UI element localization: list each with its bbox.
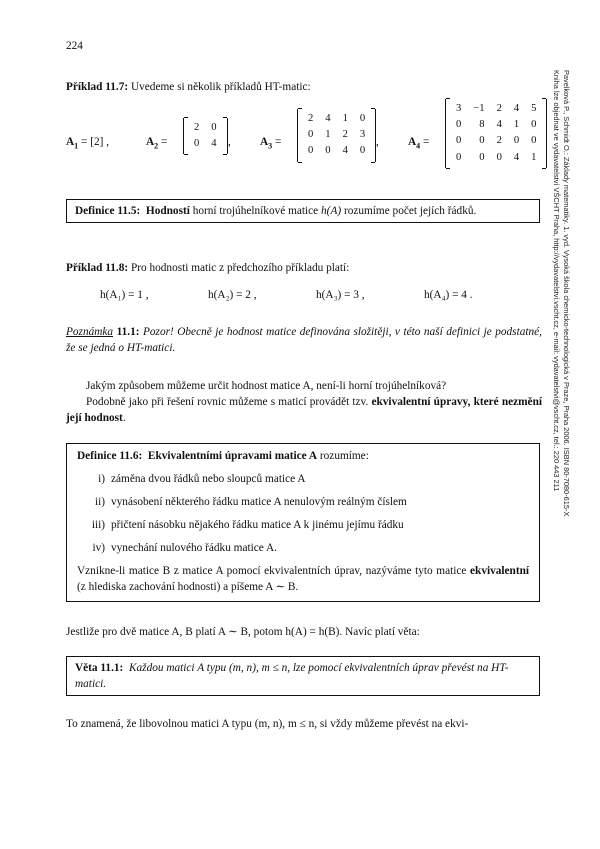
matrix-cell: 4 <box>325 113 331 124</box>
definition-11-6-box <box>66 443 540 602</box>
paragraph-question: Jakým způsobem můžeme určit hodnost matice A, není-li horní trojúhelníková? <box>86 380 447 392</box>
rank-value: h(A₄) = 4 . <box>424 289 473 301</box>
paragraph-conclusion: To znamená, že libovolnou matici A typu (m, n), m ≤ n, si vždy můžeme převést na ekvi- <box>66 718 469 730</box>
matrix-cell: 0 <box>456 119 462 131</box>
matrix-cell: 0 <box>479 135 485 147</box>
matrix-cell: 0 <box>496 151 502 163</box>
matrix-cell: 0 <box>456 151 462 163</box>
list-item: iv) vynechání nulového řádku matice A. <box>92 542 277 555</box>
matrix-cell: 0 <box>456 135 462 147</box>
matrix-cell: 0 <box>513 135 520 147</box>
definition-label: Definice 11.6: <box>77 450 143 462</box>
definition-closing: Vznikne-li matice B z matice A pomocí ekvivalentních úprav, nazýváme tyto matice ekvivalentní (z hlediska zachování hodnosti) a píšeme A ∼ B. <box>77 565 530 594</box>
matrix-cell: 0 <box>531 135 537 147</box>
definition-text-end: rozumíme počet jejích řádků. <box>343 205 477 217</box>
matrix-cell: −1 <box>473 103 485 114</box>
rank-value: h(A₂) = 2 , <box>208 289 257 301</box>
example-label: Příklad 11.8: <box>66 262 129 274</box>
matrix-cell: 0 <box>308 129 314 141</box>
theorem-11-1-box <box>66 656 540 696</box>
note-number: 11.1: <box>116 326 140 338</box>
matrix-cell: 1 <box>325 129 331 141</box>
paragraph-equivalence: Jestliže pro dvě matice A, B platí A ∼ B, potom h(A) = h(B). Navíc platí věta: <box>66 626 420 638</box>
note-11-1 <box>66 324 542 356</box>
matrix-a4 <box>445 99 547 168</box>
matrix-cell: 1 <box>513 119 520 131</box>
theorem-text: Každou matici A typu (m, n), m ≤ n, lze pomocí ekvivalentních úprav převést na HT-matici. <box>75 662 509 691</box>
matrix-cell: 0 <box>194 138 200 150</box>
list-item: ii) vynásobení některého řádku matice A nenulovým reálným číslem <box>94 496 407 509</box>
definition-text: horní trojúhelníkové matice <box>192 205 319 217</box>
definition-term: Hodností <box>145 205 190 217</box>
matrix-cell: 0 <box>325 145 331 157</box>
matrix-a3-tail: , <box>376 136 379 148</box>
citation-line: Kniha lze objednat ve vydavatelství VŠCHT Praha, http://vydavatelstvi.vscht.cz, e-mail: vydavatelstvi@vscht.cz, tel.: 220 443 211 <box>552 70 562 492</box>
matrix-cell: 8 <box>479 119 485 131</box>
theorem-label: Věta 11.1: <box>75 662 124 674</box>
matrix-cell: 4 <box>211 138 217 150</box>
example-11-7-heading <box>66 79 542 95</box>
matrix-cell: 0 <box>479 151 485 163</box>
example-text: Pro hodnosti matic z předchozího příkladu platí: <box>130 262 350 274</box>
matrix-cell: 4 <box>496 119 502 131</box>
matrix-cell: 2 <box>308 113 314 124</box>
matrix-cell: 0 <box>308 145 314 157</box>
matrix-a2 <box>183 118 228 154</box>
definition-math: h(A) <box>321 205 342 217</box>
matrix-cell: 2 <box>496 103 502 114</box>
matrix-cell: 3 <box>456 103 462 114</box>
definition-term-tail: rozumíme: <box>319 450 369 462</box>
matrix-a3-label: $A_3$ = <box>260 136 282 151</box>
example-text: Uvedeme si několik příkladů HT-matic: <box>130 81 311 93</box>
matrix-cell: 2 <box>496 135 502 147</box>
example-label: Příklad 11.7: <box>66 81 129 93</box>
matrix-cell: 4 <box>342 145 348 157</box>
matrix-cell: 1 <box>531 151 537 163</box>
definition-label: Definice 11.5: <box>75 205 141 217</box>
paragraph-equivalent: Podobně jako při řešení rovnic můžeme s maticí provádět tzv. ekvivalentní úpravy, které nezmění její hodnost. <box>66 396 542 425</box>
note-text: Pozor! Obecně je hodnost matice definována složitěji, v této naší definici je podstatné, že se jedná o HT-matici. <box>66 326 542 355</box>
matrix-cell: 0 <box>211 122 217 133</box>
matrix-cell: 2 <box>342 129 348 141</box>
matrix-cell: 0 <box>359 113 366 124</box>
page-number: 224 <box>66 40 83 52</box>
matrix-a1: $A_1 = [2]$ , <box>66 136 110 151</box>
matrix-cell: 2 <box>194 122 200 133</box>
matrix-a4-label: $A_4$ = <box>408 136 430 151</box>
matrix-a2-label: $A_2$ = <box>146 136 168 151</box>
definition-term: Ekvivalentními úpravami matice A <box>147 450 318 462</box>
list-item: i) záměna dvou řádků nebo sloupců matice A <box>98 473 306 486</box>
note-label: Poznámka <box>66 326 114 338</box>
matrix-cell: 0 <box>359 145 366 157</box>
matrix-cell: 5 <box>531 103 537 114</box>
rank-value: h(A₁) = 1 , <box>100 289 149 301</box>
matrix-cell: 3 <box>359 129 366 141</box>
matrix-cell: 4 <box>513 151 520 163</box>
matrix-cell: 0 <box>531 119 537 131</box>
definition-11-5-box <box>66 199 540 223</box>
side-citation <box>552 70 571 630</box>
matrix-a2-tail: , <box>228 136 231 148</box>
citation-line: Pavelková P., Schmidt O.: Základy matematiky. 1. vyd. Vysoká škola chemicko-technologická v Praze, Praha 2006. ISBN 80-7080-615-X <box>562 70 571 517</box>
matrices-row <box>66 104 546 180</box>
list-item: iii) přičtení násobku nějakého řádku matice A k jinému jejímu řádku <box>91 519 404 532</box>
matrix-cell: 1 <box>342 113 348 124</box>
example-11-8-heading <box>66 260 542 276</box>
matrix-a3 <box>297 109 376 162</box>
rank-value: h(A₃) = 3 , <box>316 289 365 301</box>
matrix-cell: 4 <box>513 103 520 114</box>
